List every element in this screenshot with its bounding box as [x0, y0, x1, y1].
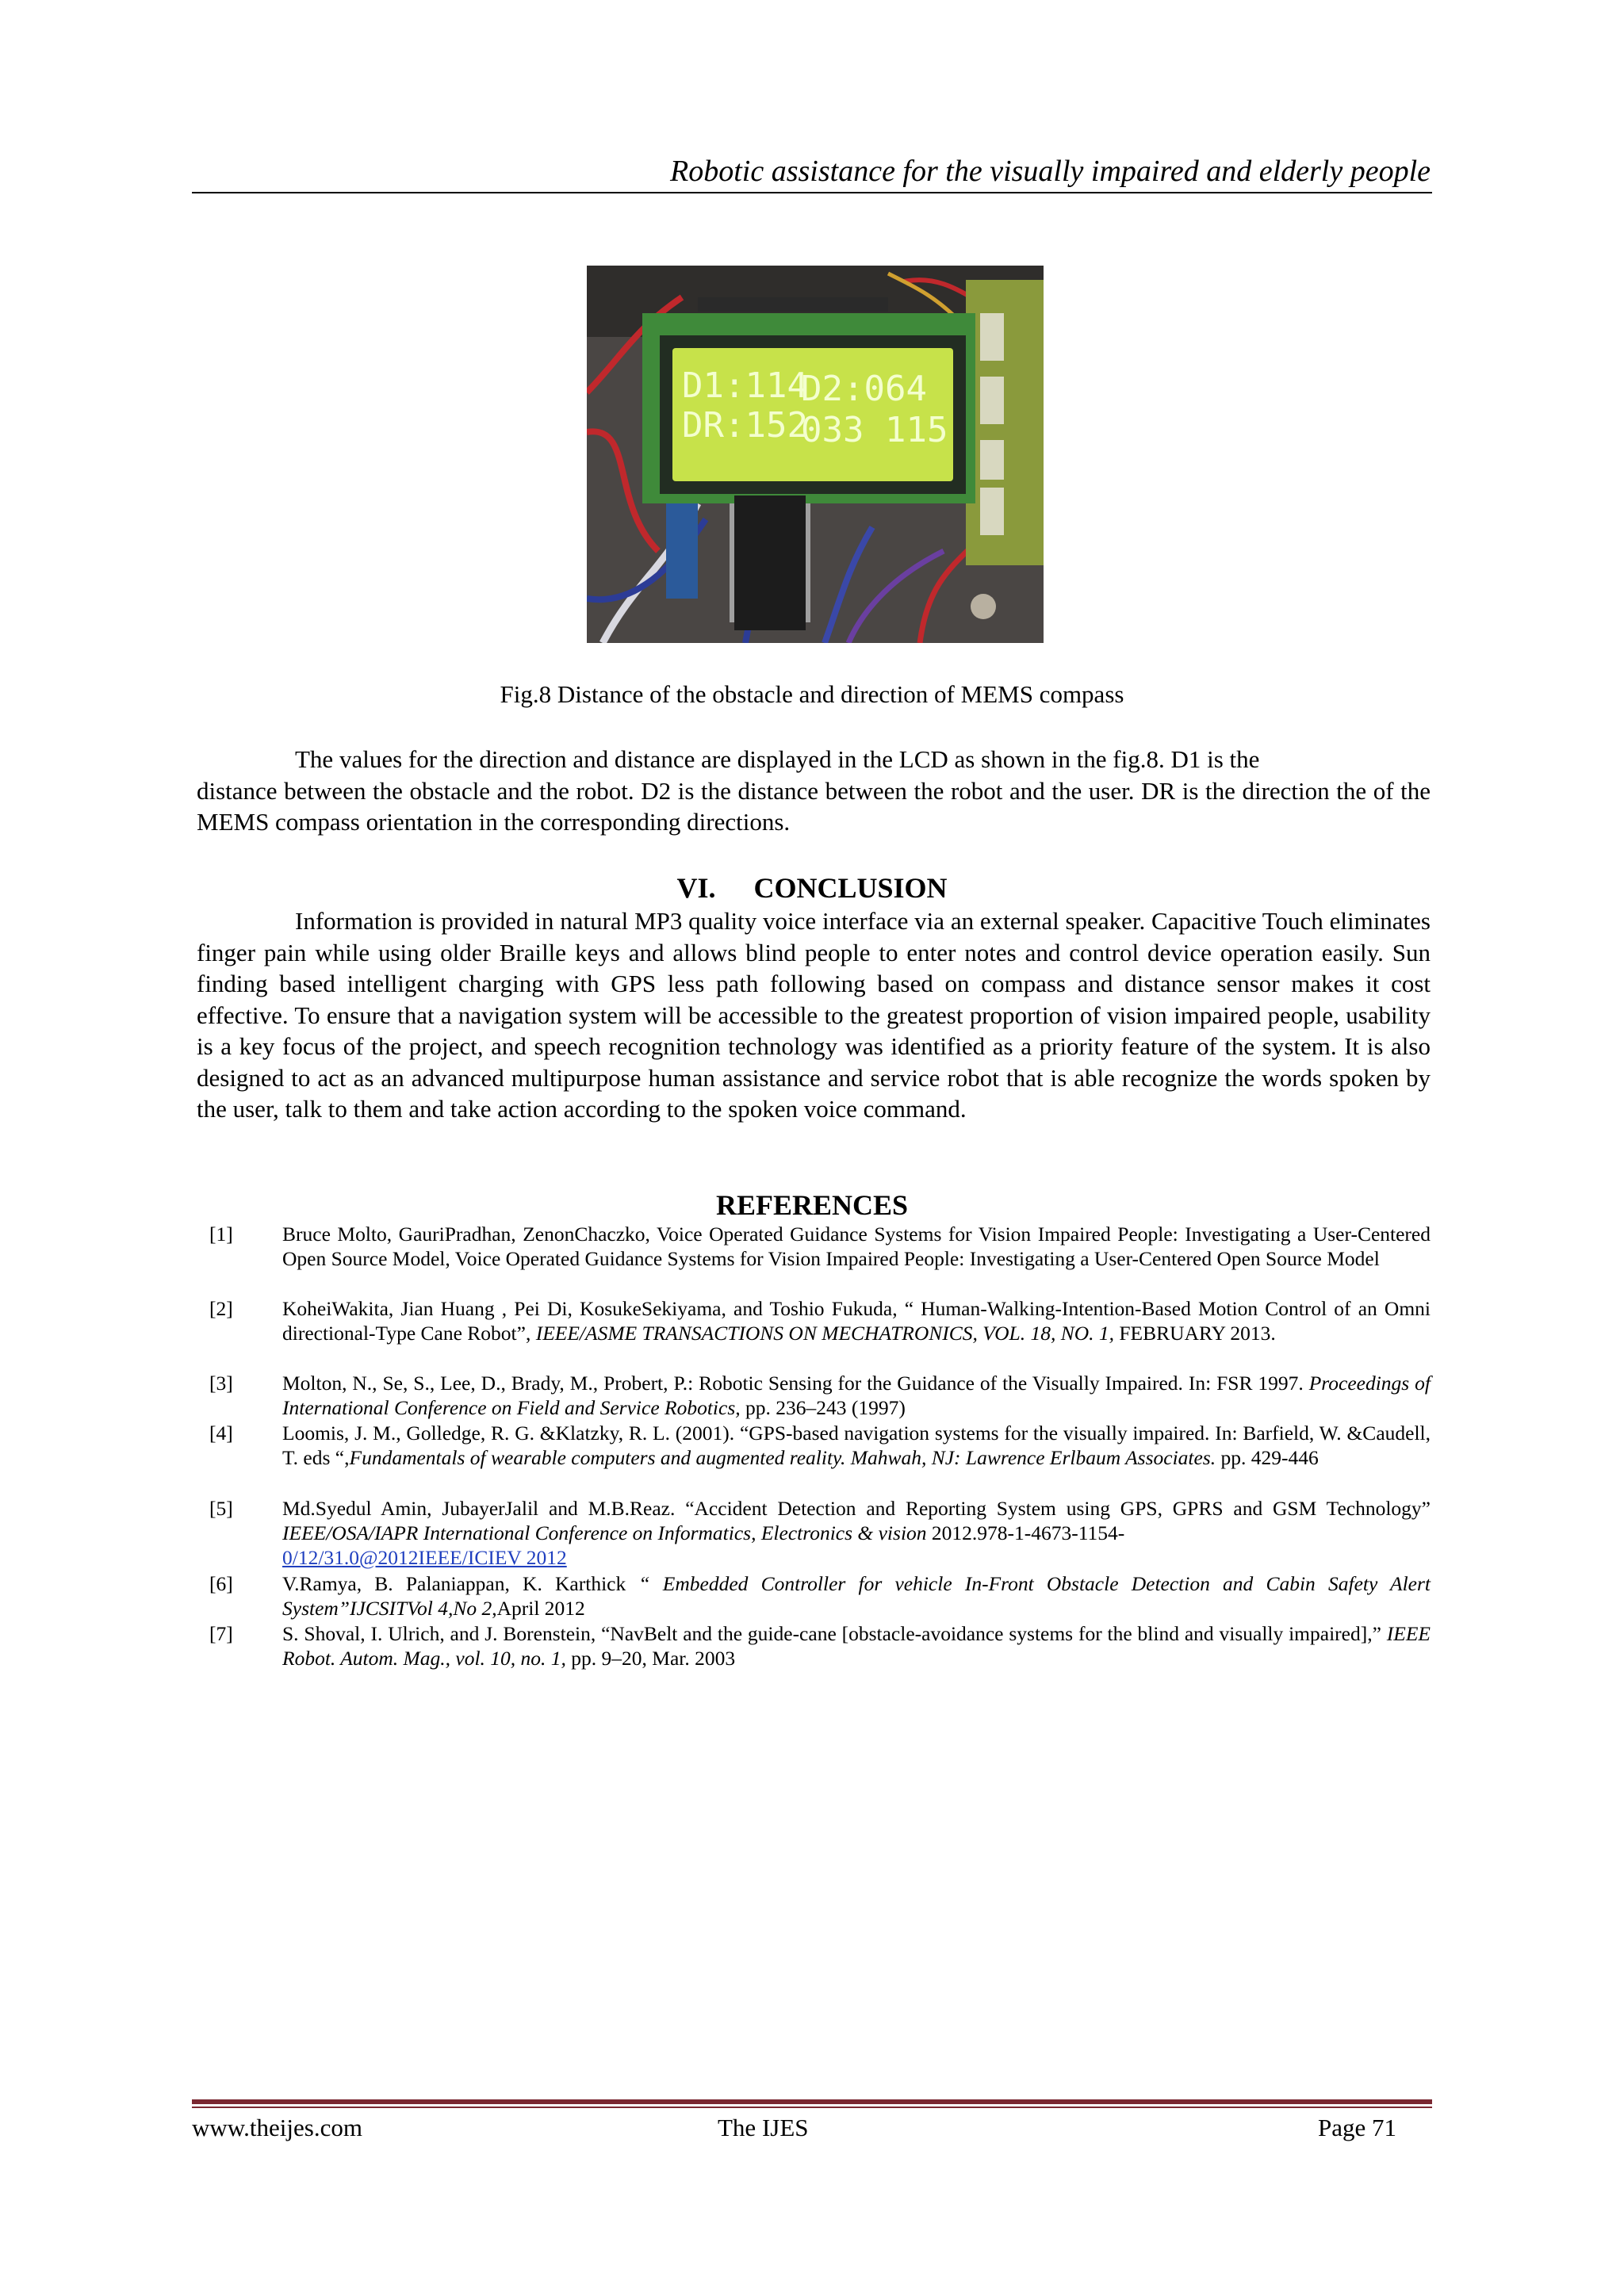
paragraph-conclusion-text: Information is provided in natural MP3 quality voice interface via an external speaker. Capacitive Touch eliminates finger pain while using older Braille keys and allows blind people to enter notes and control device operation easily. Sun finding based intelligent charging with GPS less path following based on compass and distance sensor makes it cost effective. To ensure that a navigation system will be accessible to the greatest proportion of vision impaired people, usability is a key focus of the project, and speech recognition technology was identified as a priority feature of the system. It is also designed to act as an advanced multipurpose human assistance and service robot that is able recognize the words spoken by the user, talk to them and take action according to the spoken voice command.	[197, 907, 1431, 1123]
lcd-line1-left: D1:114	[682, 365, 808, 406]
reference-item	[209, 1371, 1431, 1420]
lcd-photo-illustration	[587, 266, 1044, 643]
reference-text: Loomis, J. M., Golledge, R. G. &Klatzky, R. L. (2001). “GPS-based navigation systems for the visually impaired. In: Barfield, W. &Caudell, T. eds “,Fundamentals of wearable computers and augmented reality. Mahwah, NJ: Lawrence Erlbaum Associates. pp. 429-446	[282, 1422, 1431, 1469]
section-heading-conclusion	[192, 871, 1432, 905]
reference-number: [4]	[209, 1422, 233, 1445]
reference-text: V.Ramya, B. Palaniappan, K. Karthick “ Embedded Controller for vehicle In-Front Obstacle Detection and Cabin Safety Alert System”IJCSITVol 4,No 2,April 2012	[282, 1572, 1431, 1620]
lcd-line1-right: D2:064	[801, 369, 927, 409]
reference-item	[209, 1621, 1431, 1670]
footer-website[interactable]: www.theijes.com	[192, 2114, 362, 2141]
reference-text: Md.Syedul Amin, JubayerJalil and M.B.Reaz. “Accident Detection and Reporting System using GPS, GPRS and GSM Technology” IEEE/OSA/IAPR International Conference on Informatics, Electronics & vision 2012.978-1-4673-1154- 0/12/31.0@2012IEEE/ICIEV 2012	[282, 1497, 1431, 1569]
reference-number: [5]	[209, 1497, 233, 1520]
paragraph-lcd-rest: distance between the obstacle and the robot. D2 is the distance between the robot and the user. DR is the direction the of the MEMS compass orientation in the corresponding directions.	[197, 776, 1431, 836]
section-title: CONCLUSION	[753, 872, 948, 904]
figure-lcd-photo	[587, 266, 1044, 643]
reference-number: [3]	[209, 1372, 233, 1395]
paragraph-conclusion	[197, 905, 1431, 1125]
reference-item	[209, 1496, 1431, 1570]
reference-text: Molton, N., Se, S., Lee, D., Brady, M., Probert, P.: Robotic Sensing for the Guidance of the Visually Impaired. In: FSR 1997. Proceedings of International Conference on Field and Service Robotics, pp. 236–243 (1997)	[282, 1372, 1431, 1419]
footer-page-number: Page 71	[1318, 2114, 1397, 2141]
header-rule	[192, 192, 1432, 193]
footer-journal: The IJES	[718, 2114, 809, 2141]
references-heading: REFERENCES	[715, 1189, 909, 1221]
footer-rule	[192, 2099, 1432, 2104]
reference-item	[209, 1571, 1431, 1621]
lcd-line2-right: 033 115	[801, 410, 948, 450]
figure-caption: Fig.8 Distance of the obstacle and direction of MEMS compass	[500, 680, 1124, 708]
lcd-line2-left: DR:152	[682, 405, 808, 446]
reference-text: KoheiWakita, Jian Huang , Pei Di, KosukeSekiyama, and Toshio Fukuda, “ Human-Walking-Intention-Based Motion Control of an Omni directional-Type Cane Robot”, IEEE/ASME TRANSACTIONS ON MECHATRONICS, VOL. 18, NO. 1, FEBRUARY 2013.	[282, 1297, 1431, 1345]
reference-number: [2]	[209, 1297, 233, 1320]
reference-number: [1]	[209, 1223, 233, 1246]
running-header: Robotic assistance for the visually impaired and elderly people	[670, 155, 1431, 188]
reference-text: Bruce Molto, GauriPradhan, ZenonChaczko, Voice Operated Guidance Systems for Vision Impaired People: Investigating a User-Centered Open Source Model, Voice Operated Guidance Systems for Vision Impaired People: Investigating a User-Centered Open Source Model	[282, 1223, 1431, 1270]
reference-link[interactable]: 0/12/31.0@2012IEEE/ICIEV 2012	[282, 1546, 567, 1569]
paragraph-lcd-description	[197, 744, 1431, 838]
reference-number: [6]	[209, 1572, 233, 1595]
reference-item	[209, 1296, 1431, 1345]
reference-item	[209, 1222, 1431, 1271]
section-number: VI.	[676, 872, 716, 904]
paragraph-lcd-first-line: The values for the direction and distance are displayed in the LCD as shown in the fig.8. D1 is the	[295, 745, 1260, 773]
footer-rule-thin	[192, 2107, 1432, 2108]
reference-item	[209, 1421, 1431, 1470]
reference-number: [7]	[209, 1622, 233, 1645]
reference-text: S. Shoval, I. Ulrich, and J. Borenstein, “NavBelt and the guide-cane [obstacle-avoidance systems for the blind and visually impaired],” IEEE Robot. Autom. Mag., vol. 10, no. 1, pp. 9–20, Mar. 2003	[282, 1622, 1431, 1670]
